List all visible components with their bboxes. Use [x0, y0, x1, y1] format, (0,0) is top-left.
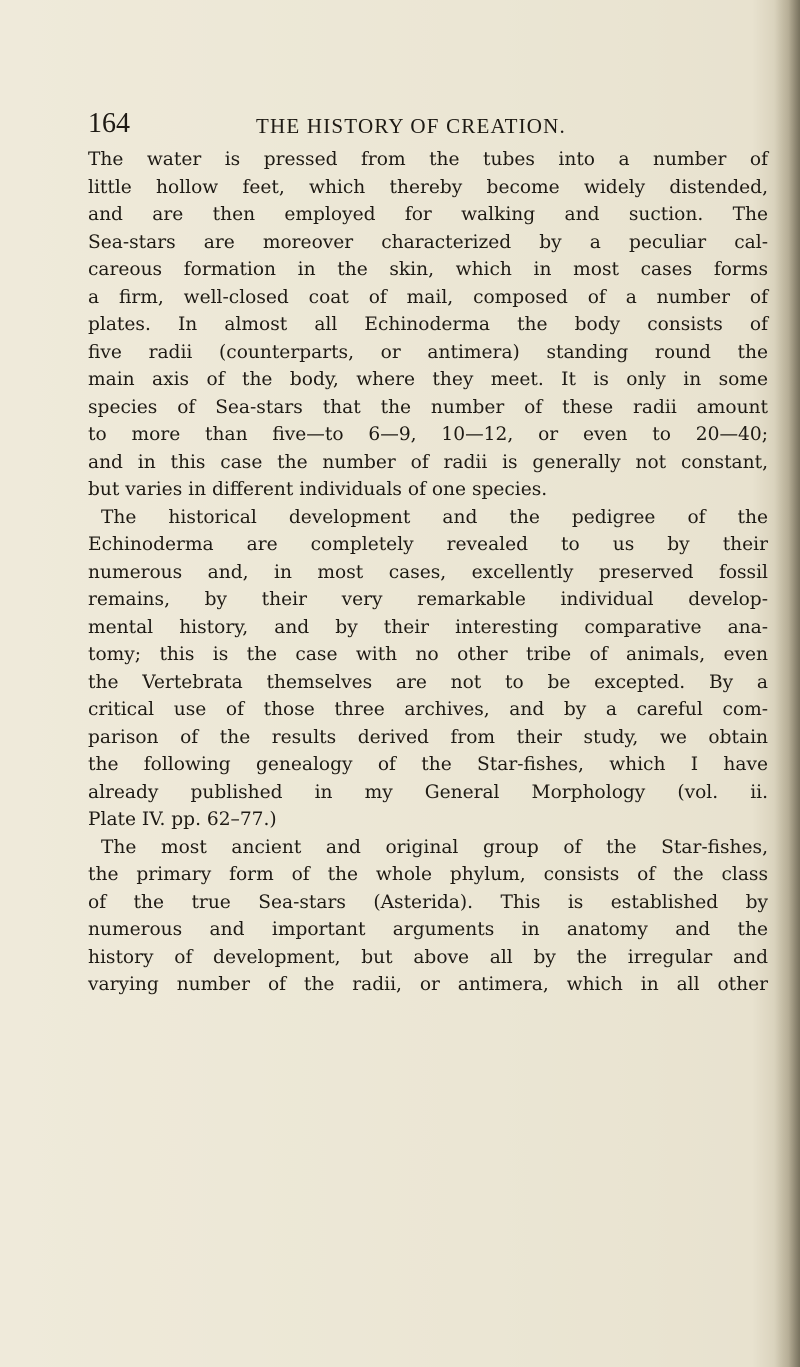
text-line: main axis of the body, where they meet. It is only in some [88, 369, 768, 390]
text-line: the Vertebrata themselves are not to be excepted. By a [88, 671, 768, 693]
text-line: The most ancient and original group of the Star-fishes, [101, 836, 768, 858]
text-line: five radii (counterparts, or antimera) standing round the [88, 341, 768, 363]
text-line: the following genealogy of the Star-fishes, which I have [88, 754, 768, 775]
text-line: of the true Sea-stars (Asterida). This is established by [88, 891, 768, 913]
text-line: and are then employed for walking and suction. The [88, 204, 768, 225]
text-line: the primary form of the whole phylum, consists of the class [88, 864, 768, 885]
text-line: Echinoderma are completely revealed to us by their [88, 534, 768, 555]
text-line: Plate IV. pp. 62–77.) [88, 809, 277, 830]
text-line: critical use of those three archives, and by a careful com- [88, 699, 768, 720]
page-header [88, 108, 748, 148]
text-line: remains, by their very remarkable individual develop- [88, 589, 768, 610]
text-line: The water is pressed from the tubes into a number of [88, 149, 768, 170]
text-line: mental history, and by their interesting comparative ana- [88, 616, 768, 638]
text-line: little hollow feet, which thereby become widely distended, [88, 176, 768, 198]
text-line: numerous and important arguments in anatomy and the [88, 919, 768, 940]
text-line: Sea-stars are moreover characterized by a peculiar cal- [88, 231, 768, 253]
page-edge-shadow [774, 0, 800, 1367]
text-line: species of Sea-stars that the number of these radii amount [88, 396, 768, 418]
text-line: a firm, well-closed coat of mail, composed of a number of [88, 286, 768, 308]
text-line: already published in my General Morphology (vol. ii. [88, 781, 768, 803]
text-line: plates. In almost all Echinoderma the body consists of [88, 314, 768, 335]
text-line: parison of the results derived from their study, we obtain [88, 726, 768, 748]
text-line: and in this case the number of radii is generally not constant, [88, 451, 768, 473]
text-line: history of development, but above all by the irregular and [88, 946, 768, 968]
body-text [88, 146, 768, 999]
text-line: tomy; this is the case with no other tribe of animals, even [88, 644, 768, 665]
page-number: 164 [88, 108, 130, 139]
running-title: THE HISTORY OF CREATION. [256, 114, 566, 138]
text-line: to more than five—to 6—9, 10—12, or even to 20—40; [88, 424, 768, 445]
text-line: careous formation in the skin, which in most cases forms [88, 259, 768, 280]
text-line: numerous and, in most cases, excellently preserved fossil [88, 561, 768, 583]
text-line: but varies in different individuals of one species. [88, 479, 548, 500]
text-line: The historical development and the pedigree of the [101, 506, 768, 528]
text-line: varying number of the radii, or antimera, which in all other [88, 974, 768, 995]
